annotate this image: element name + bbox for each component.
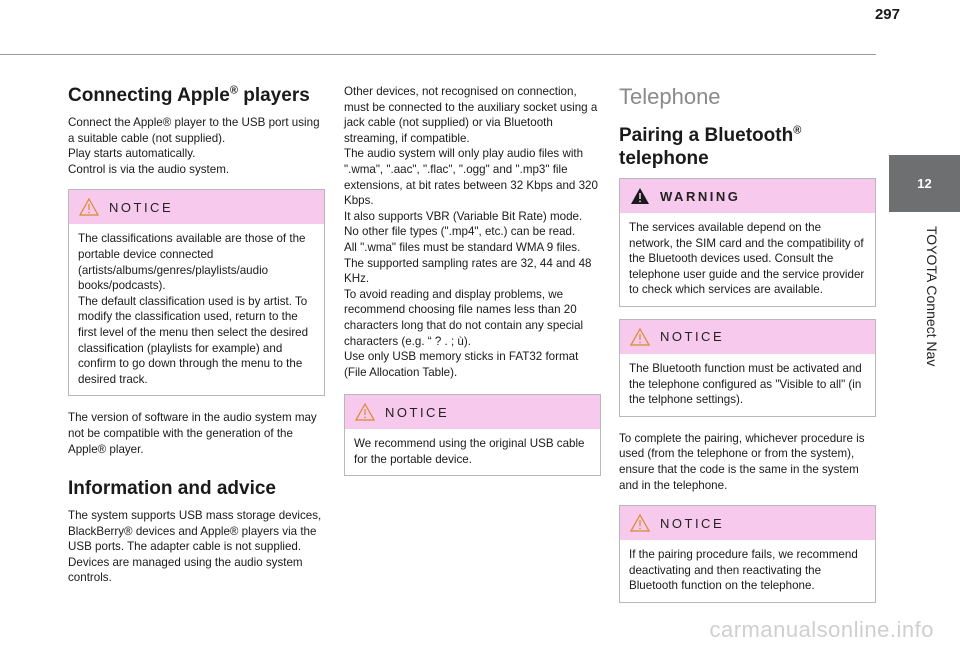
heading-pairing-bluetooth [619, 124, 876, 170]
warning-label: WARNING [660, 188, 741, 204]
heading-telephone: Telephone [619, 84, 721, 109]
warning-triangle-icon [630, 514, 650, 532]
notice-header [69, 190, 324, 224]
notice-box-classifications [68, 189, 325, 396]
paragraph-version: The version of software in the audio system may not be compatible with the generation of the Apple® player. [68, 411, 317, 456]
paragraph-other-devices: Other devices, not recognised on connection, must be connected to the auxiliary socket using a jack cable (not supplied) or via Bluetooth streaming, if compatible. The audio system will only play audio files with ".wma", ".aac", ".flac", ".ogg" and ".mp3" file extensions, at bit rates between 32 Kbps and 320 Kbps. It also supports VBR (Variable Bit Rate) mode. No other file types (".mp4", etc.) can be read. All ".wma" files must be standard WMA 9 files. The supported sampling rates are 32, 44 and 48 KHz. To avoid reading and display problems, we recommend choosing file names less than 20 characters long that do not contain any special characters (e.g. “ ? . ; ù). Use only USB memory sticks in FAT32 format (File Allocation Table). [344, 85, 598, 379]
chapter-title: TOYOTA Connect Nav [924, 226, 940, 367]
warning-triangle-icon [630, 328, 650, 346]
warning-triangle-icon [79, 198, 99, 216]
heading-connecting-apple-suffix: players [237, 85, 310, 106]
chapter-number: 12 [917, 176, 932, 191]
notice-text: If the pairing procedure fails, we recommend deactivating and then reactivating the Bluetooth function on the telephone. [629, 548, 858, 593]
warning-header [620, 179, 875, 213]
notice-header [345, 395, 600, 429]
notice-text: The Bluetooth function must be activated and the telephone configured as "Visible to all" (in the telphone settings). [629, 361, 862, 407]
column-left [68, 84, 325, 586]
notice-label: NOTICE [660, 329, 725, 345]
paragraph-information: The system supports USB mass storage devices, BlackBerry® devices and Apple® players via the USB ports. The adapter cable is not supplied. Devices are managed using the audio system controls. [68, 509, 322, 585]
notice-box-pairing-fails [619, 505, 876, 603]
notice-box-usb-cable [344, 394, 601, 476]
column-middle [344, 84, 601, 476]
notice-text: We recommend using the original USB cable for the portable device. [354, 437, 585, 466]
notice-header [620, 320, 875, 354]
warning-triangle-filled-icon [630, 187, 650, 205]
notice-label: NOTICE [385, 404, 450, 420]
paragraph-connect: Connect the Apple® player to the USB port using a suitable cable (not supplied). Play starts automatically. Control is via the audio system. [68, 116, 320, 176]
heading-connecting-apple [68, 84, 325, 107]
watermark: carmanualsonline.info [709, 617, 934, 642]
chapter-tab[interactable] [889, 155, 960, 212]
notice-label: NOTICE [660, 515, 725, 531]
registered-mark: ® [229, 84, 238, 97]
page-number: 297 [874, 6, 900, 23]
heading-connecting-apple-text: Connecting Apple [68, 85, 230, 106]
warning-text: The services available depend on the network, the SIM card and the compatibility of the Bluetooth devices used. Consult the telephone user guide and the service provider to check which services are available. [629, 221, 865, 297]
column-right [619, 84, 876, 603]
warning-triangle-icon [355, 403, 375, 421]
header-rule [0, 54, 876, 55]
warning-box-services [619, 178, 876, 307]
notice-text: The classifications available are those of the portable device connected (artists/albums/genres/playlists/audio books/podcasts). The default classification used is by artist. To modify the classification used, return to the first level of the menu then select the desired classification (playlists for example) and confirm to go down through the menu to the desired track. [78, 232, 309, 386]
paragraph-pairing: To complete the pairing, whichever procedure is used (from the telephone or from the system), ensure that the code is the same in the system and in the telephone. [619, 431, 865, 492]
notice-label: NOTICE [109, 199, 174, 215]
heading-pairing-text-2: telephone [619, 148, 709, 169]
notice-box-bluetooth-activate [619, 319, 876, 417]
heading-information-advice: Information and advice [68, 478, 276, 500]
heading-pairing-text: Pairing a Bluetooth [619, 125, 794, 146]
notice-header [620, 506, 875, 540]
registered-mark: ® [793, 124, 802, 137]
